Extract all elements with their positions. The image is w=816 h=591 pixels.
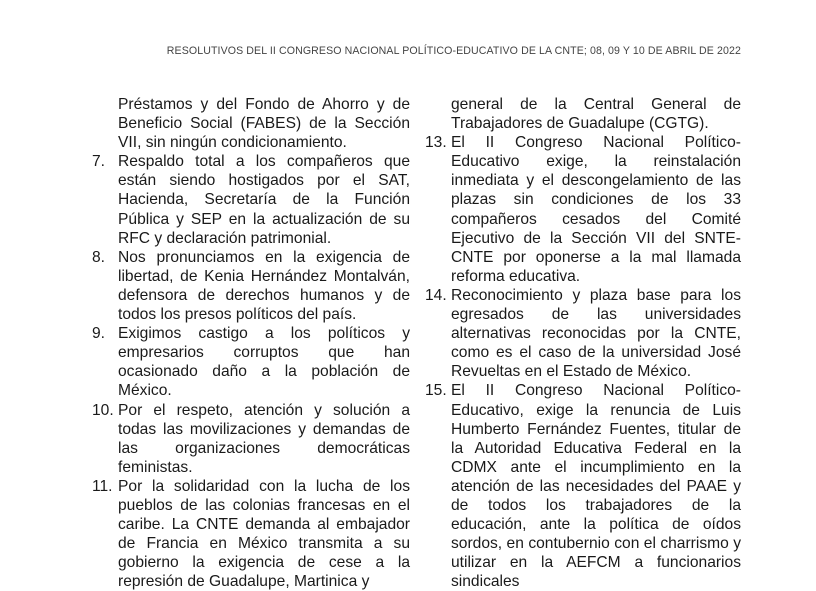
item-text: general de la Central General de Trabajadores de Guadalupe (CGTG). <box>451 96 741 133</box>
item-text: Exigimos castigo a los políticos y empresarios corruptos que han ocasionado daño a la población de México. <box>118 325 410 400</box>
item-text: El II Congreso Nacional Político-Educativo, exige la renuncia de Luis Humberto Fernández Fuentes, titular de la Autoridad Educativa Federal en la CDMX ante el incumplimiento en la atención de las necesidades del PAAE y de todos los trabajadores de la educación, ante la política de oídos sordos, en contubernio con el charrismo y utilizar en la AEFCM a funcionarios sindicales <box>451 382 741 591</box>
running-header: RESOLUTIVOS DEL II CONGRESO NACIONAL POLÍTICO-EDUCATIVO DE LA CNTE; 08, 09 Y 10 DE ABRIL DE 2022 <box>166 45 741 57</box>
item-text: El II Congreso Nacional Político-Educativo exige, la reinstalación inmediata y el descongelamiento de las plazas sin condiciones de los 33 compañeros cesados del Comité Ejecutivo de la Sección VII del SNTE-CNTE por oponerse a la mal llamada reforma educativa. <box>451 134 741 285</box>
item-text: Préstamos y del Fondo de Ahorro y de Beneficio Social (FABES) de la Sección VII, sin ningún condicionamiento. <box>118 96 410 152</box>
item-number: 7. <box>92 153 106 171</box>
right-column <box>425 95 741 591</box>
list-item <box>92 95 410 152</box>
list-item <box>92 152 410 247</box>
list-item <box>425 381 741 591</box>
item-number: 14. <box>425 286 447 304</box>
item-text: Reconocimiento y plaza base para los egresados de las universidades alternativas reconocidas por la CNTE, como es el caso de la universidad José Revueltas en el Estado de México. <box>451 286 741 381</box>
list-item <box>425 133 741 286</box>
left-column <box>92 95 410 591</box>
item-number: 13. <box>425 134 447 152</box>
list-item <box>92 477 410 591</box>
list-item <box>425 286 741 381</box>
item-number: 15. <box>425 382 447 400</box>
item-number: 11. <box>92 477 113 495</box>
list-item <box>425 95 741 133</box>
item-text: Respaldo total a los compañeros que están siendo hostigados por el SAT, Hacienda, Secretaría de la Función Pública y SEP en la actualización de su RFC y declaración patrimonial. <box>118 153 410 247</box>
item-text: Por el respeto, atención y solución a todas las movilizaciones y demandas de las organizaciones democráticas feministas. <box>118 401 410 476</box>
item-number: 9. <box>92 325 106 343</box>
list-item <box>92 401 410 477</box>
item-text: Nos pronunciamos en la exigencia de libertad, de Kenia Hernández Montalván, defensora de derechos humanos y de todos los presos políticos del país. <box>118 248 410 324</box>
item-number: 10. <box>92 401 114 419</box>
list-item <box>92 248 410 324</box>
item-text: Por la solidaridad con la lucha de los pueblos de las colonias francesas en el caribe. La CNTE demanda al embajador de Francia en México transmita a su gobierno la exigencia de cese a la represión de Guadalupe, Martinica y <box>118 477 410 591</box>
list-item <box>92 324 410 400</box>
item-number: 8. <box>92 248 106 266</box>
